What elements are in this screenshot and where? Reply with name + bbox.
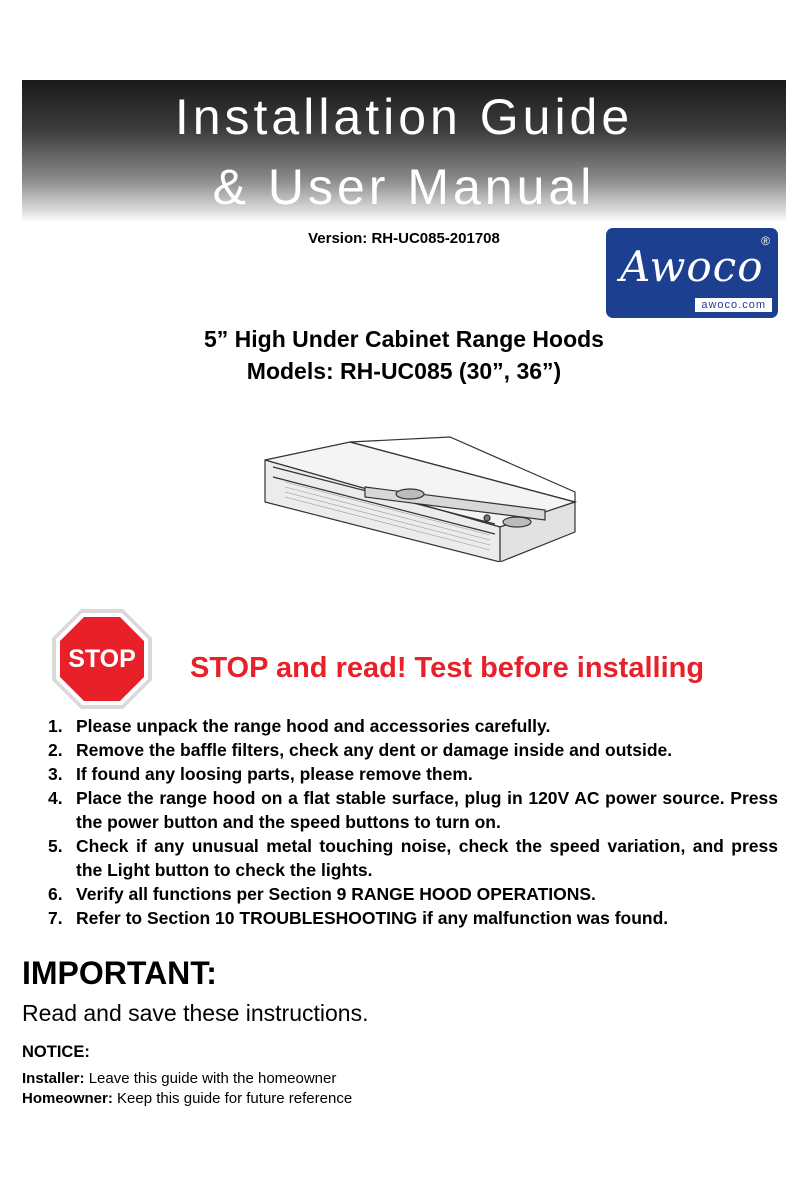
- step-text: If found any loosing parts, please remove them.: [76, 764, 473, 784]
- step-number: 1.: [48, 716, 63, 736]
- step-number: 6.: [48, 884, 63, 904]
- version-label: Version: RH-UC085-201708: [308, 230, 500, 247]
- step-number: 2.: [48, 740, 63, 760]
- awoco-logo: [606, 228, 778, 318]
- stop-heading: STOP and read! Test before installing: [190, 652, 705, 684]
- registered-mark: ®: [761, 234, 770, 248]
- step-text: Refer to Section 10 TROUBLESHOOTING if any malfunction was found.: [76, 908, 669, 928]
- logo-url: awoco.com: [695, 298, 772, 312]
- title-line-1: Installation Guide: [174, 89, 634, 145]
- list-item: [48, 834, 778, 882]
- homeowner-label: Homeowner:: [22, 1090, 113, 1107]
- important-heading: IMPORTANT:: [22, 955, 217, 991]
- step-text: Check if any unusual metal touching noise, check the speed variation, and press the Light button to check the lights.: [76, 836, 778, 880]
- pre-install-steps: [48, 714, 778, 930]
- list-item: [48, 738, 778, 762]
- step-number: 7.: [48, 908, 63, 928]
- step-number: 5.: [48, 836, 63, 856]
- list-item: [48, 762, 778, 786]
- range-hood-illustration: [255, 432, 585, 562]
- installer-label: Installer:: [22, 1070, 85, 1087]
- product-models: Models: RH-UC085 (30”, 36”): [246, 358, 562, 384]
- stop-sign-icon: [50, 607, 154, 711]
- installer-text: Leave this guide with the homeowner: [84, 1070, 337, 1087]
- step-text: Place the range hood on a flat stable surface, plug in 120V AC power source. Press the power button and the speed buttons to turn on.: [76, 788, 778, 832]
- list-item: [48, 882, 778, 906]
- important-subtitle: Read and save these instructions.: [22, 1000, 369, 1026]
- step-number: 4.: [48, 788, 63, 808]
- installer-note: [22, 1070, 336, 1087]
- logo-wordmark: Awoco: [620, 242, 764, 291]
- step-number: 3.: [48, 764, 63, 784]
- title-banner: [22, 80, 786, 222]
- stop-sign-text: STOP: [68, 645, 136, 673]
- homeowner-note: [22, 1090, 352, 1107]
- title-line-2: & User Manual: [212, 159, 596, 215]
- list-item: [48, 906, 778, 930]
- notice-heading: NOTICE:: [22, 1043, 90, 1061]
- step-text: Verify all functions per Section 9 RANGE HOOD OPERATIONS.: [76, 884, 596, 904]
- list-item: [48, 786, 778, 834]
- step-text: Please unpack the range hood and accessories carefully.: [76, 716, 551, 736]
- step-text: Remove the baffle filters, check any dent or damage inside and outside.: [76, 740, 673, 760]
- homeowner-text: Keep this guide for future reference: [112, 1090, 353, 1107]
- list-item: [48, 714, 778, 738]
- product-title: 5” High Under Cabinet Range Hoods: [204, 326, 604, 352]
